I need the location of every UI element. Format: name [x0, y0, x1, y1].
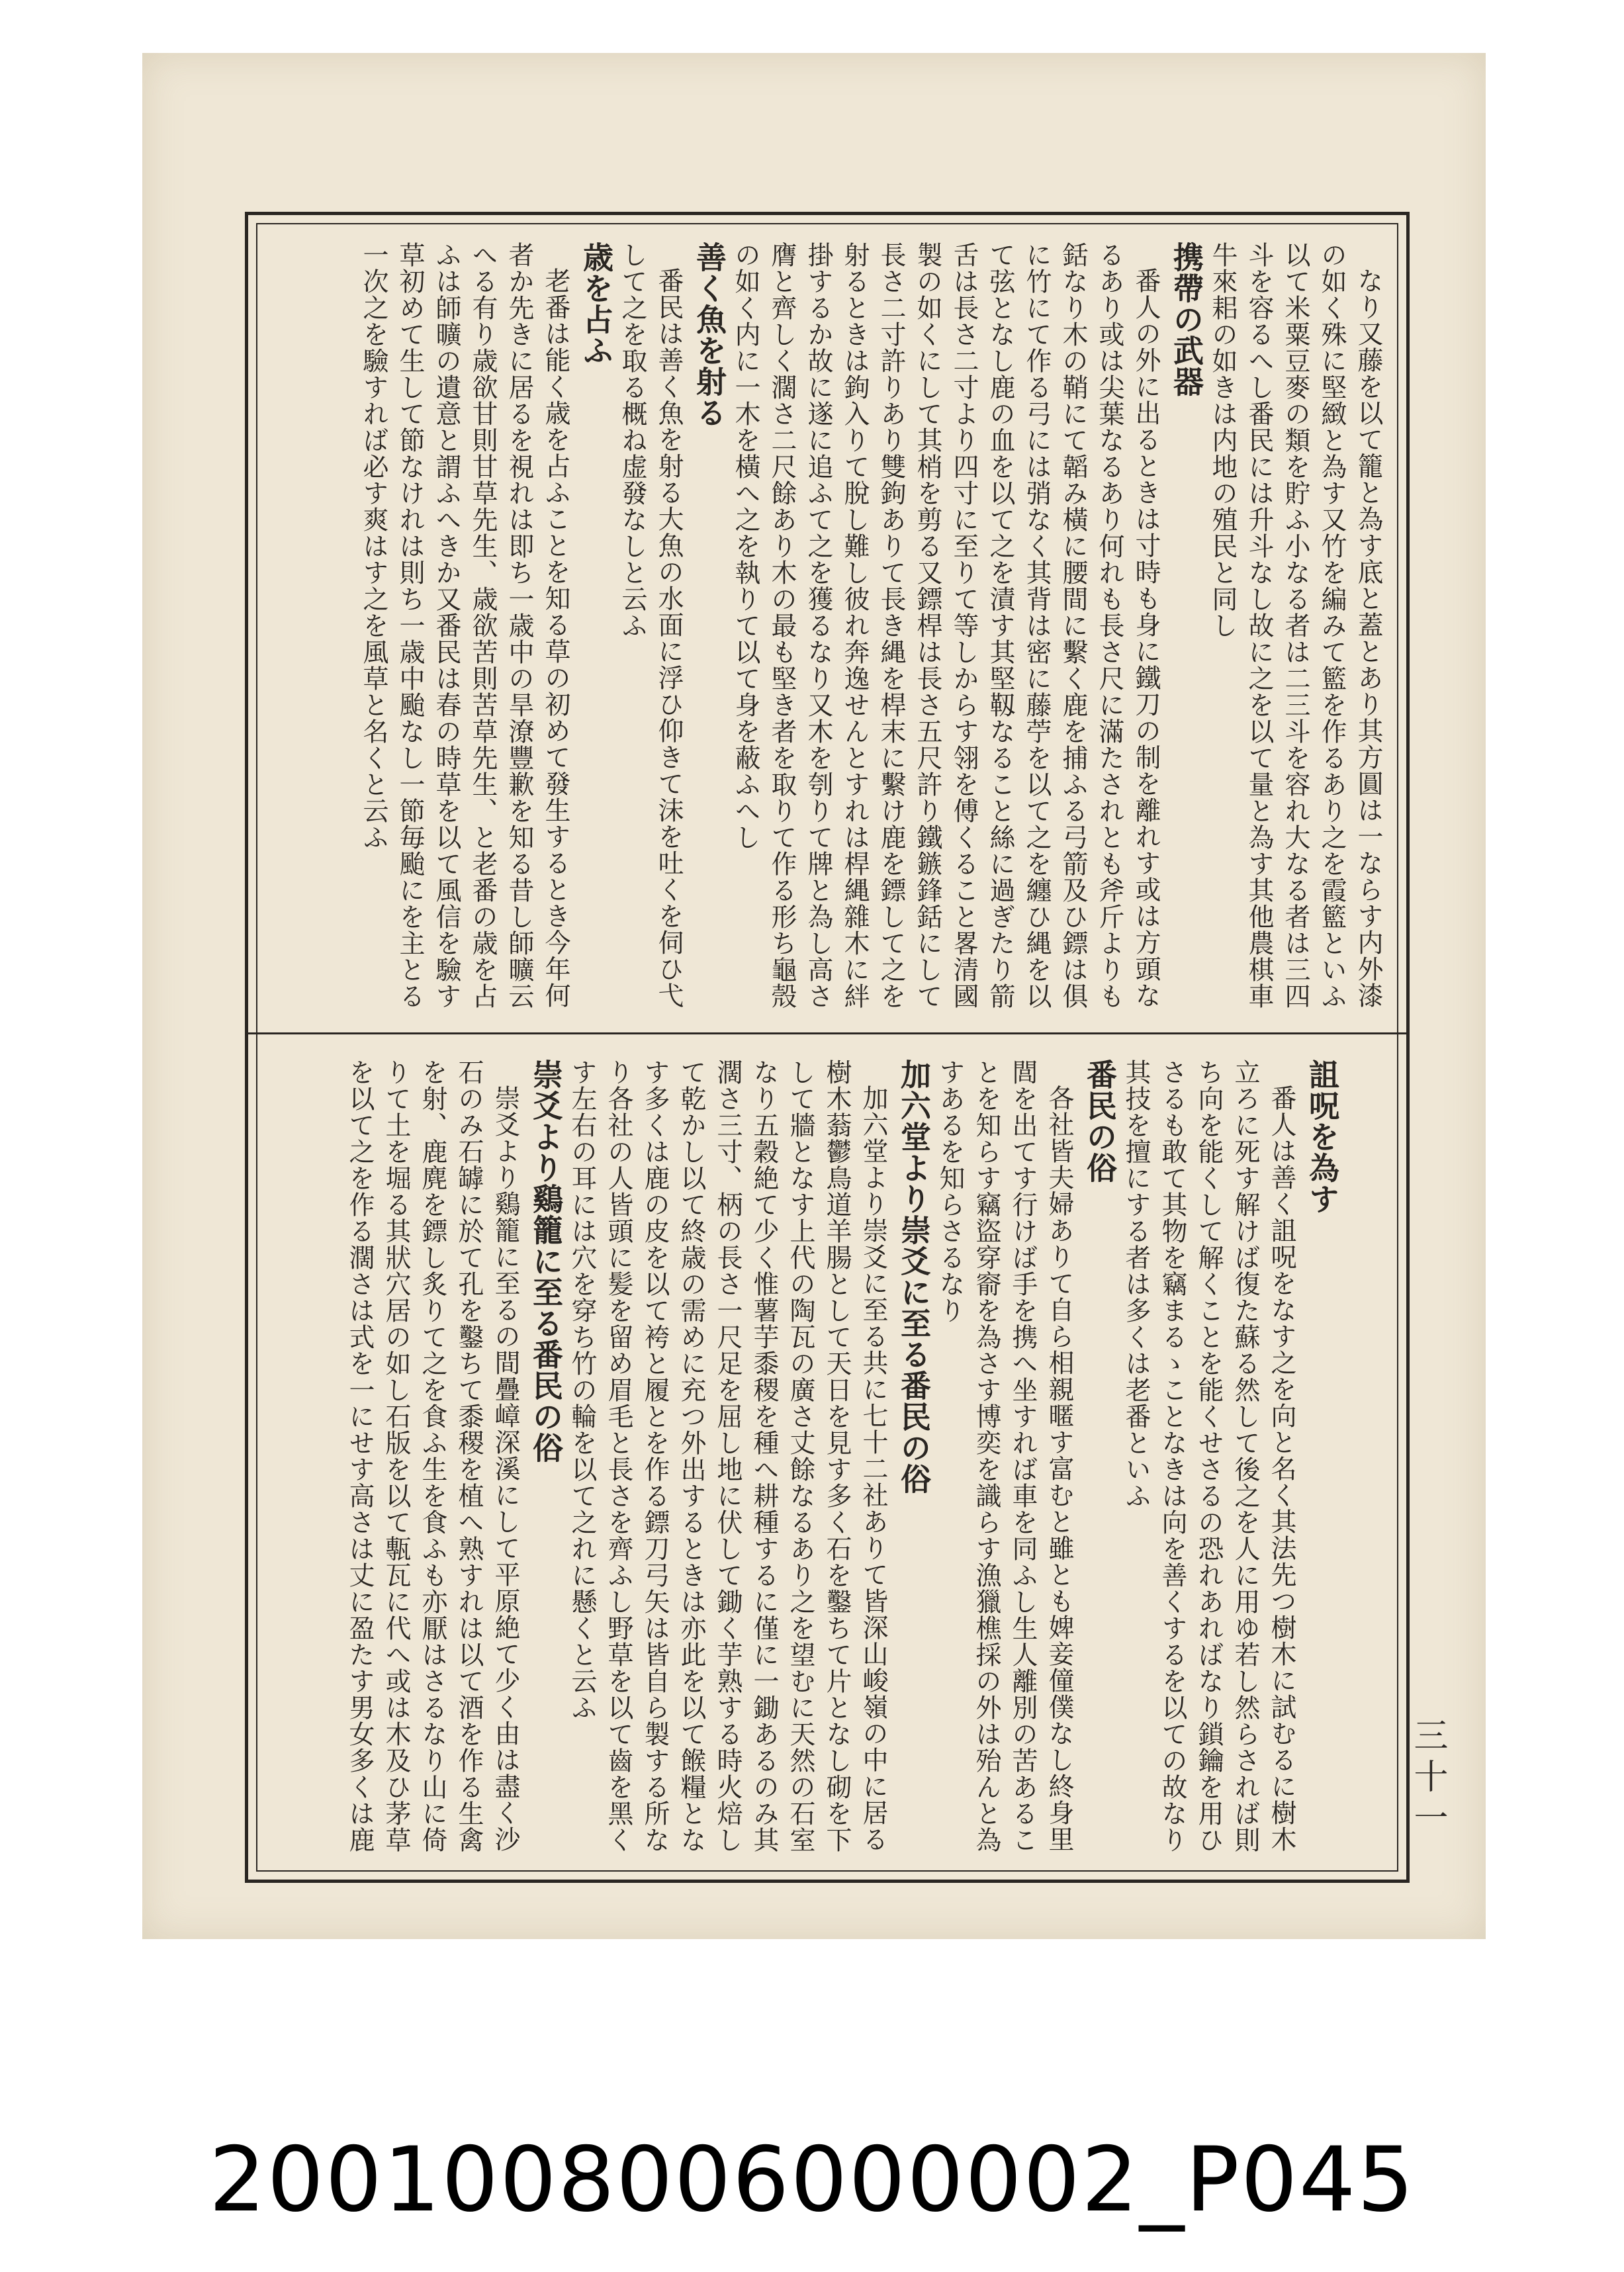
paragraph-route-2: 崇爻より鷄籠に至るの間疊嶂深溪にして平原絶て少く由は盡く沙石のみ石罅に於て孔を鑿ちて黍稷を植へ熟すれは以て酒を作る生禽を射、鹿麂を鏢し炙りて之を食ふ生を食ふも亦厭はさるなり山に倚りて土を堀る其狀穴居の如し石版を以て甎瓦に代へ或は木及ひ茅草を以て之を作る濶さは式を一にせす高さは丈に盈たす男女多くは鹿: [345, 1059, 520, 1853]
paper-page: [142, 53, 1486, 1939]
paragraph-route-1: 加六堂より崇爻に至る共に七十二社ありて皆深山峻嶺の中に居る樹木蓊鬱鳥道羊腸として天日を見す多く石を鑿ちて片となし砌を下して牆となす上代の陶瓦の廣さ丈餘なるあり之を望むに天然の石室なり五穀絶て少く惟薯芋黍稷を種へ耕種するに僅に一鋤あるのみ其濶さ三寸、柄の長さ一尺足を屈し地に伏して鋤く芋熟する時火焙して乾かし以て終歳の需めに充つ外出するときは亦此を以て餱糧となす多くは鹿の皮を以て袴と履とを作る鏢刀弓矢は皆自ら製する所なり各社の人皆頭に髪を留め眉毛と長さを齊ふし野草を以て齒を黑くす左右の耳には穴を穿ち竹の輪を以て之れに懸くと云ふ: [567, 1059, 888, 1853]
paragraph-fishing: 番民は善く魚を射る大魚の水面に浮ひ仰きて沫を吐くを伺ひ弋して之を取る概ね虚發なしと云ふ: [617, 242, 684, 1009]
heading-years: 歳を占ふ: [578, 242, 614, 366]
paragraph-curse: 番人は善く詛呪をなす之を向と名く其法先つ樹木に試むるに樹木立ろに死す解けば復た蘇る然して後之を人に用ゆ若し然らされば則ち向を能くして解くことを能くせさるの恐れあればなり鎖鑰を用ひさるも敢て其物を竊まるゝことなきは向を善くするを以ての故なり其技を擅にする者は多くは老番といふ: [1121, 1059, 1296, 1853]
upper-text-block: [268, 242, 1386, 1016]
lower-text-block: [268, 1059, 1340, 1856]
paragraph-years: 老番は能く歳を占ふことを知る草の初めて發生するとき今年何者か先きに居るを視れは即ち一歳中の旱潦豐歉を知る昔し師曠云へる有り歳欲甘則甘草先生、歳欲苦則苦草先生、と老番の歳を占ふは師曠の遺意と謂ふへきか又番民は春の時草を以て風信を驗す草初めて生して節なけれは則ち一歳中颱なし一節毎颱にを主とる一次之を驗すれば必す爽はす之を風草と名くと云ふ: [359, 242, 570, 1009]
paragraph-weapons: 番人の外に出るときは寸時も身に鐵刀の制を離れす或は方頭なるあり或は尖葉なるあり何れも長さ尺に滿たされとも斧斤よりも銛なり木の鞘にて韜み橫に腰間に繫く鹿を捕ふる弓箭及ひ鏢は俱に竹にて作る弓には弰なく其背は密に藤苧を以て之を纏ひ縄を以て弦となし鹿の血を以て之を漬す其堅靱なること絲に過ぎたり箭舌は長さ二寸より四寸に至りて等しからす翎を傅くること畧清國製の如くにして其梢を剪る又鏢桿は長さ五尺許り鐵鏃鋒銛にして長さ二寸許りあり雙鉤ありて長き縄を桿末に繫け鹿を鏢して之を射るときは鉤入りて脫し難し彼れ奔逸せんとすれは桿縄雜木に絆掛するか故に遂に追ふて之を獲るなり又木を刳りて牌と為し高さ膺と齊しく濶さ二尺餘あり木の最も堅き者を取りて作る形ち龜殼の如く内に一木を橫へ之を執りて以て身を蔽ふへし: [731, 242, 1161, 1009]
file-caption: 2001008006000002_P045: [208, 2128, 1416, 2232]
paragraph-containers: なり又藤を以て籠と為す底と蓋とあり其方圓は一ならす内外漆の如く殊に堅緻と為す又竹を編みて籃を作るあり之を霞籃といふ以て米粟豆麥の類を貯ふ小なる者は二三斗を容れ大なる者は三四斗を容るへし番民には升斗なし故に之を以て量と為す其他農棋車牛來耜の如きは内地の殖民と同し: [1208, 242, 1383, 1009]
heading-weapons: 携帶の武器: [1169, 242, 1204, 397]
heading-route-1: 加六堂より崇爻に至る番民の俗: [896, 1059, 932, 1494]
section-divider: [248, 1032, 1406, 1034]
heading-route-2: 崇爻より鷄籠に至る番民の俗: [528, 1059, 564, 1463]
heading-customs: 番民の俗: [1082, 1059, 1118, 1183]
heading-fishing: 善く魚を射る: [692, 242, 727, 428]
page-number: 三十一: [1408, 1717, 1447, 1840]
text-frame: [245, 212, 1447, 1883]
heading-curse: 詛呪を為す: [1304, 1059, 1340, 1214]
paragraph-customs: 各社皆夫婦ありて自ら相親暱す富むと雖とも婢妾僮僕なし終身里閭を出てす行けば手を携へ坐すれば車を同ふし生人離別の苦あることを知らす竊盜穿窬を為さす博奕を識らす漁獵樵採の外は殆んと為すあるを知らさるなり: [935, 1059, 1074, 1853]
